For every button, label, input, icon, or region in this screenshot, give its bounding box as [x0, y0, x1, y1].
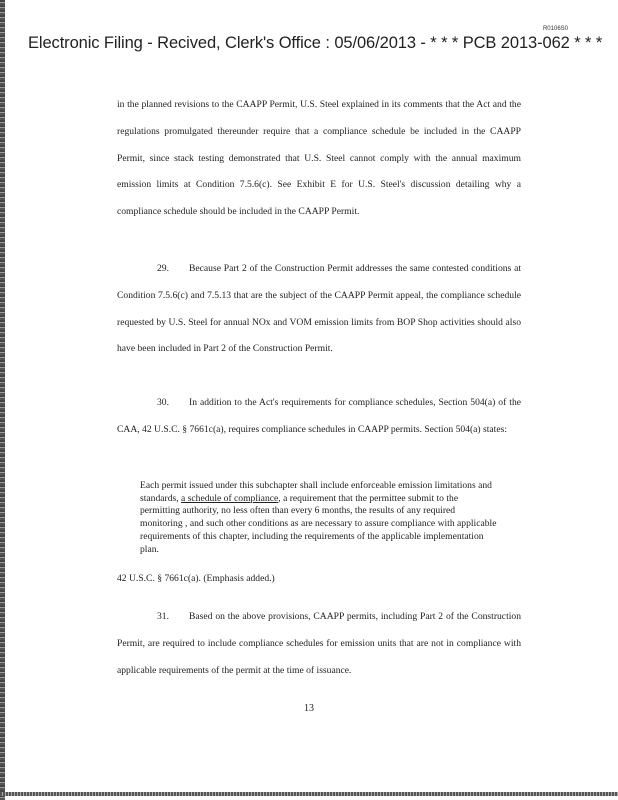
citation: 42 U.S.C. § 7661c(a). (Emphasis added.): [117, 573, 275, 584]
paragraph-29-text: Because Part 2 of the Construction Permit addresses the same contested conditions at Condition 7.5.6(c) and 7.5.13 that are the subject of the CAAPP Permit appeal, the compliance schedule requested by U.S. Steel for annual NOx and VOM emission limits from BOP Shop activities should also have been included in Part 2 of the Construction Permit.: [117, 263, 521, 355]
paragraph-intro: [117, 92, 521, 226]
filing-header: Electronic Filing - Recived, Clerk's Office : 05/06/2013 - * * * PCB 2013-062 * * *: [28, 34, 603, 52]
paragraph-31-number: 31.: [157, 611, 169, 622]
paragraph-29-body: [117, 256, 521, 363]
paragraph-30-text: In addition to the Act's requirements for compliance schedules, Section 504(a) of the CAA, 42 U.S.C. § 7661c(a), requires compliance schedules in CAAPP permits. Section 504(a) states:: [117, 397, 521, 435]
scan-left-edge: [0, 0, 5, 800]
paragraph-intro-text: in the planned revisions to the CAAPP Permit, U.S. Steel explained in its comments that the Act and the regulations promulgated thereunder require that a compliance schedule be included in the CAAPP Permit, since stack testing demonstrated that U.S. Steel cannot comply with the annual maximum emission limits at Condition 7.5.6(c). See Exhibit E for U.S. Steel's discussion detailing why a compliance schedule should be included in the CAAPP Permit.: [117, 99, 521, 218]
paragraph-30-body: [117, 390, 521, 444]
scan-bottom-edge: [0, 792, 618, 796]
page-number: 13: [304, 703, 314, 714]
paragraph-31-text: Based on the above provisions, CAAPP permits, including Part 2 of the Construction Permit, are required to include compliance schedules for emission units that are not in compliance with applicable requirements of the permit at the time of issuance.: [117, 611, 521, 676]
bates-number: R0106S0: [542, 26, 568, 32]
paragraph-30-number: 30.: [157, 397, 169, 408]
paragraph-30: [117, 390, 521, 444]
quote-text-before: Each permit issued under this subchapter shall include enforceable emission limitations and standards,: [140, 480, 492, 504]
block-quote: [140, 480, 500, 556]
paragraph-31-body: [117, 604, 521, 684]
paragraph-29-number: 29.: [157, 263, 169, 274]
paragraph-31: [117, 604, 521, 684]
paragraph-29: [117, 256, 521, 363]
quote-emphasis: a schedule of compliance: [181, 492, 279, 504]
quote-text-after: , a requirement that the permittee submit to the permitting authority, no less often than every 6 months, the results of any required monitoring , and such other conditions as are necessary to assure compliance with applicable requirements of this chapter, including the requirements of the applicable implementation plan.: [140, 492, 497, 555]
